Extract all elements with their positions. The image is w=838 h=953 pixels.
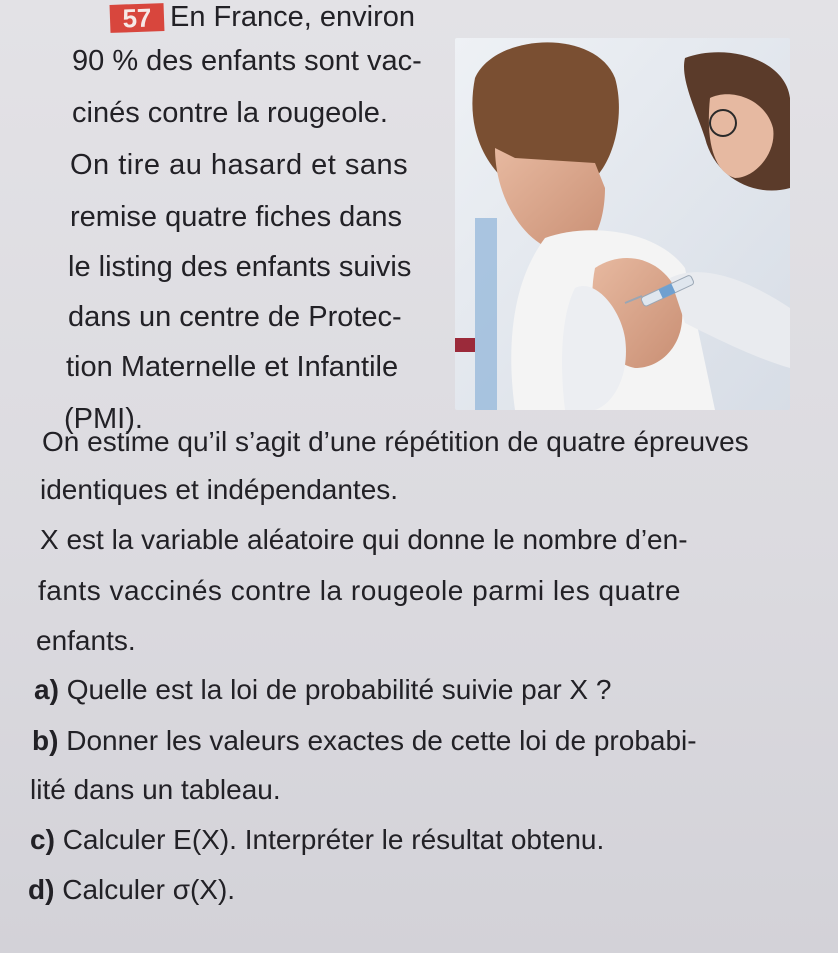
question-a bbox=[34, 673, 611, 707]
question-letter: b) bbox=[32, 725, 59, 756]
text-line: On tire au hasard et sans bbox=[70, 149, 409, 181]
question-b-continued: lité dans un tableau. bbox=[30, 774, 281, 805]
text-line: (PMI). bbox=[64, 403, 143, 435]
question-text: Donner les valeurs exactes de cette loi de probabi- bbox=[66, 725, 697, 756]
question-b bbox=[32, 724, 697, 758]
text-line: On estime qu’il s’agit d’une répétition de quatre épreuves bbox=[42, 426, 749, 457]
question-c bbox=[30, 823, 604, 857]
vaccination-photo bbox=[455, 38, 790, 410]
question-text: Quelle est la loi de probabilité suivie par X ? bbox=[66, 674, 612, 705]
question-letter: d) bbox=[28, 874, 55, 905]
text-line: identiques et indépendantes. bbox=[40, 474, 399, 505]
text-line: fants vaccinés contre la rougeole parmi les quatre bbox=[38, 575, 681, 606]
vaccination-illustration bbox=[455, 38, 790, 410]
question-text: Calculer σ(X). bbox=[62, 874, 236, 905]
text-line: le listing des enfants suivis bbox=[68, 251, 412, 283]
question-text: Calculer E(X). Interpréter le résultat obtenu. bbox=[62, 824, 605, 855]
question-letter: c) bbox=[30, 824, 55, 855]
text-line: dans un centre de Protec- bbox=[68, 301, 402, 333]
text-line: remise quatre fiches dans bbox=[70, 201, 403, 233]
text-line: enfants. bbox=[36, 625, 136, 656]
text-line: 90 % des enfants sont vac- bbox=[72, 45, 422, 77]
text-line: X est la variable aléatoire qui donne le nombre d’en- bbox=[40, 524, 688, 555]
exercise-number-badge: 57 bbox=[110, 3, 165, 33]
text-line: cinés contre la rougeole. bbox=[72, 97, 388, 129]
text-line: tion Maternelle et Infantile bbox=[66, 351, 399, 383]
question-letter: a) bbox=[34, 674, 59, 705]
text-line: En France, environ bbox=[170, 1, 416, 33]
question-d bbox=[28, 873, 235, 907]
